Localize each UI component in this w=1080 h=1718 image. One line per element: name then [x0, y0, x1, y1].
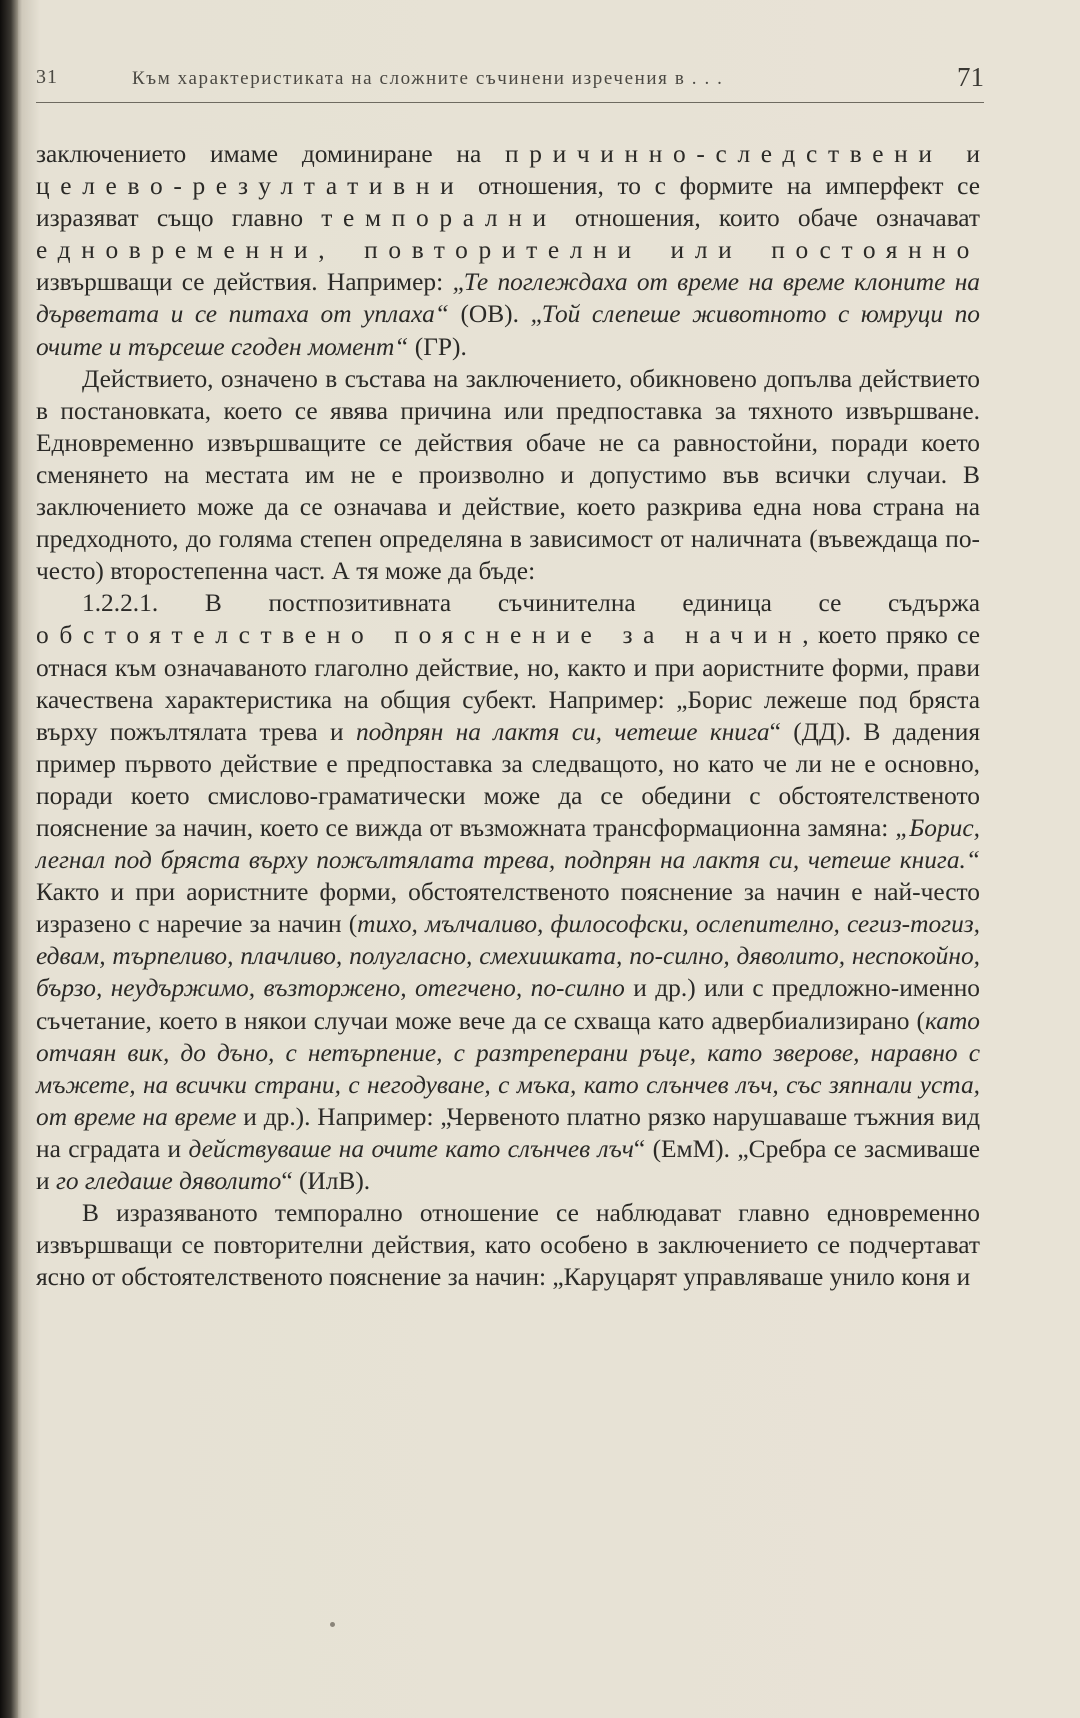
italic-example: тихо, мълчаливо, философски, ослепително, сегиз-тогиз, едвам, търпеливо, плачливо, полугласно, смехишката, по-силно, дяволито, неспокойно, бързо, неудържимо, възторжено, отегчено, по-силно: [36, 910, 981, 1003]
body-text: [36, 138, 980, 1293]
text-run: “ (ДД). В дадения пример първото действие е предпоставка за следващото, но като че ли не е основно, поради което смислово-граматически може да се обедини с обстоятелственото пояснение за начин, което се вижда от възможната трансформационна замяна:: [36, 717, 980, 842]
running-header: [36, 62, 984, 103]
italic-example: „Той слепеше животното с юмруци по очите и търсеше сгоден момент“: [36, 300, 980, 361]
text-run: В изразяваното темпорално отношение се наблюдават главно едновременно извършващи се повторителни действия, като особено в заключението се подчертават ясно от обстоятелственото пояснение за начин: „Каруцарят управляваше унило коня и: [36, 1199, 980, 1292]
text-run: и: [942, 140, 981, 168]
page-number: 71: [957, 62, 984, 92]
text-run: отношения, то с формите на имперфект се изразяват също главно: [36, 172, 980, 233]
header-running-title: Към характеристиката на сложните съчинени изречения в . . .: [132, 68, 724, 89]
spaced-term: обстоятелствено пояснение за начин: [36, 621, 803, 650]
paragraph-4: [36, 1197, 980, 1293]
italic-example: „Те поглеждаха от време на време клоните на дърветата и се питаха от уплаха“: [36, 268, 980, 329]
text-run: “ (ЕмМ). „Сребра се засмиваше и: [36, 1134, 980, 1195]
text-run: “ (ИлВ).: [281, 1167, 371, 1195]
text-run: (ОВ).: [448, 300, 531, 329]
italic-example: „Борис, легнал под бряста върху пожълтялата трева, подпрян на лактя си, четеше книга.“: [36, 813, 980, 875]
text-run: Действието, означено в състава на заключението, обикновено допълва действието в постановката, което се явява причина или предпоставка за тяхното извършване. Едновременно извършващите се действия обаче не са равностойни, поради което сменянето на местата им не е произволно и допустимо във всички случаи. В заключението може да се означава и действие, което разкрива една нова страна на предходното, до голяма степен определяна в зависимост от наличната (въвеждаща по-често) второстепенна част. А тя може да бъде:: [36, 364, 980, 586]
paragraph-2: [36, 363, 980, 588]
header-left-number: 31: [36, 66, 58, 88]
text-run: отношения, които обаче означават: [556, 204, 980, 233]
italic-example: подпрян на лактя си, четеше книга: [355, 717, 770, 746]
text-run: 1.2.2.1. В постпозитивната съчинителна единица се съдържа: [82, 589, 980, 618]
spaced-term: едновременни, повторителни или постоянно: [36, 236, 980, 265]
text-run: заключението имаме доминиране на: [36, 140, 505, 168]
page-speck: [330, 1622, 335, 1627]
italic-example: го гледаше дяволито: [55, 1167, 282, 1195]
italic-example: като отчаян вик, до дъно, с нетърпение, с разтреперани ръце, като зверове, наравно с мъжете, на всички страни, с негодуване, с мъка, като слънчев лъч, със зяпнали уста, от време на време: [36, 1006, 980, 1131]
text-run: , което пряко се отнася към означаваното глаголно действие, но, както и при аористните форми, прави качествена характеристика на общия субект. Например: „Борис лежеше под бряста върху пожълтялата трева и: [36, 621, 980, 746]
book-spine-shadow: [0, 0, 18, 1718]
text-run: и др.) или с предложно-именно съчетание, което в някои случаи може вече да се схваща като адвербиализирано (: [36, 974, 980, 1035]
italic-example: действуваше на очите като слънчев лъч: [188, 1134, 634, 1163]
text-run: извършващи се действия. Например:: [36, 268, 453, 297]
spaced-term: целево-резултативни: [36, 172, 465, 201]
spaced-term: причинно-следствени: [504, 140, 943, 168]
paragraph-3: [36, 587, 980, 1197]
paragraph-1: [36, 138, 980, 363]
spaced-term: темпорални: [321, 204, 557, 233]
text-run: (ГР).: [408, 332, 467, 361]
text-run: Както и при аористните форми, обстоятелственото пояснение за начин е най-често изразено с наречие за начин (: [36, 878, 980, 939]
text-run: и др.). Например: „Червеното платно рязко нарушаваше тъжния вид на сградата и: [36, 1102, 980, 1163]
